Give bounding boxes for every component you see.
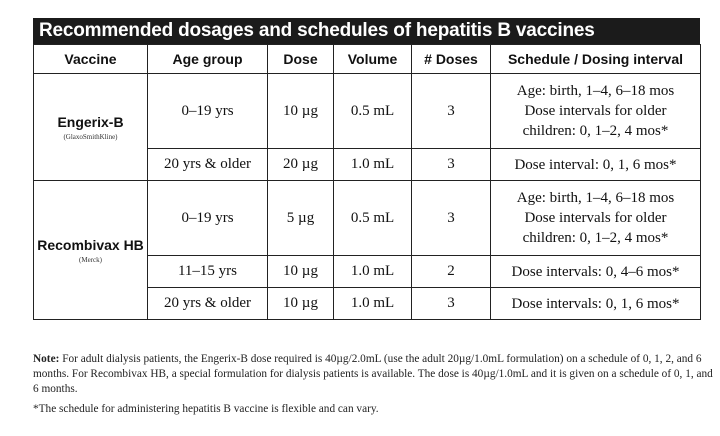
schedule-cell (491, 181, 701, 256)
header-schedule: Schedule / Dosing interval (491, 45, 701, 74)
vaccine-cell (34, 181, 148, 320)
table-row (34, 74, 701, 149)
volume-cell: 1.0 mL (334, 149, 412, 181)
dose-cell: 20 µg (268, 149, 334, 181)
schedule-line: Dose intervals: 0, 4–6 mos* (511, 263, 680, 280)
doses-cell: 3 (412, 181, 491, 256)
schedule-line: Age: birth, 1–4, 6–18 mos (516, 190, 675, 206)
dose-cell: 10 µg (268, 256, 334, 288)
doses-cell: 2 (412, 256, 491, 288)
schedule-cell (491, 149, 701, 181)
doses-cell: 3 (412, 288, 491, 320)
vaccine-name: Recombivax HB (37, 236, 144, 253)
schedule-line: Dose interval: 0, 1, 6 mos* (514, 156, 677, 173)
vaccine-maker: (GlaxoSmithKline) (63, 132, 118, 141)
header-dose: Dose (268, 45, 334, 74)
age-cell: 20 yrs & older (148, 288, 268, 320)
header-age-group: Age group (148, 45, 268, 74)
volume-cell: 1.0 mL (334, 288, 412, 320)
dose-cell: 10 µg (268, 74, 334, 149)
header-num-doses: # Doses (412, 45, 491, 74)
dose-cell: 5 µg (268, 181, 334, 256)
notes-section (33, 352, 713, 417)
vaccine-cell (34, 74, 148, 181)
age-cell: 11–15 yrs (148, 256, 268, 288)
dose-cell: 10 µg (268, 288, 334, 320)
schedule-line: children: 0, 1–2, 4 mos* (522, 230, 669, 246)
age-cell: 0–19 yrs (148, 181, 268, 256)
schedule-cell (491, 256, 701, 288)
note-label: Note: (33, 353, 60, 365)
vaccine-maker: (Merck) (79, 255, 102, 264)
dosage-table (33, 44, 701, 320)
doses-cell: 3 (412, 74, 491, 149)
note-text: For adult dialysis patients, the Engerix-B dose required is 40µg/2.0mL (use the adult 20µg/1.0mL formulation) on a schedule of 0, 1, 2, and 6 months. For Recombivax HB, a special formulation for dialysis patients is available. The dose is 40µg/1.0mL and it is given on a schedule of 0, 1, and 6 months. (33, 353, 713, 395)
schedule-line: children: 0, 1–2, 4 mos* (522, 123, 669, 139)
table-row (34, 181, 701, 256)
volume-cell: 1.0 mL (334, 256, 412, 288)
schedule-line: Dose intervals: 0, 1, 6 mos* (511, 295, 680, 312)
doses-cell: 3 (412, 149, 491, 181)
footnote: *The schedule for administering hepatitis B vaccine is flexible and can vary. (33, 403, 379, 415)
schedule-cell (491, 74, 701, 149)
dialysis-note (33, 352, 713, 397)
volume-cell: 0.5 mL (334, 74, 412, 149)
volume-cell: 0.5 mL (334, 181, 412, 256)
schedule-line: Dose intervals for older (524, 103, 667, 119)
header-vaccine: Vaccine (34, 45, 148, 74)
header-row (34, 45, 701, 74)
table-title: Recommended dosages and schedules of hepatitis B vaccines (33, 18, 700, 44)
age-cell: 0–19 yrs (148, 74, 268, 149)
schedule-cell (491, 288, 701, 320)
header-volume: Volume (334, 45, 412, 74)
schedule-line: Age: birth, 1–4, 6–18 mos (516, 83, 675, 99)
age-cell: 20 yrs & older (148, 149, 268, 181)
schedule-line: Dose intervals for older (524, 210, 667, 226)
vaccine-name: Engerix-B (57, 113, 124, 130)
